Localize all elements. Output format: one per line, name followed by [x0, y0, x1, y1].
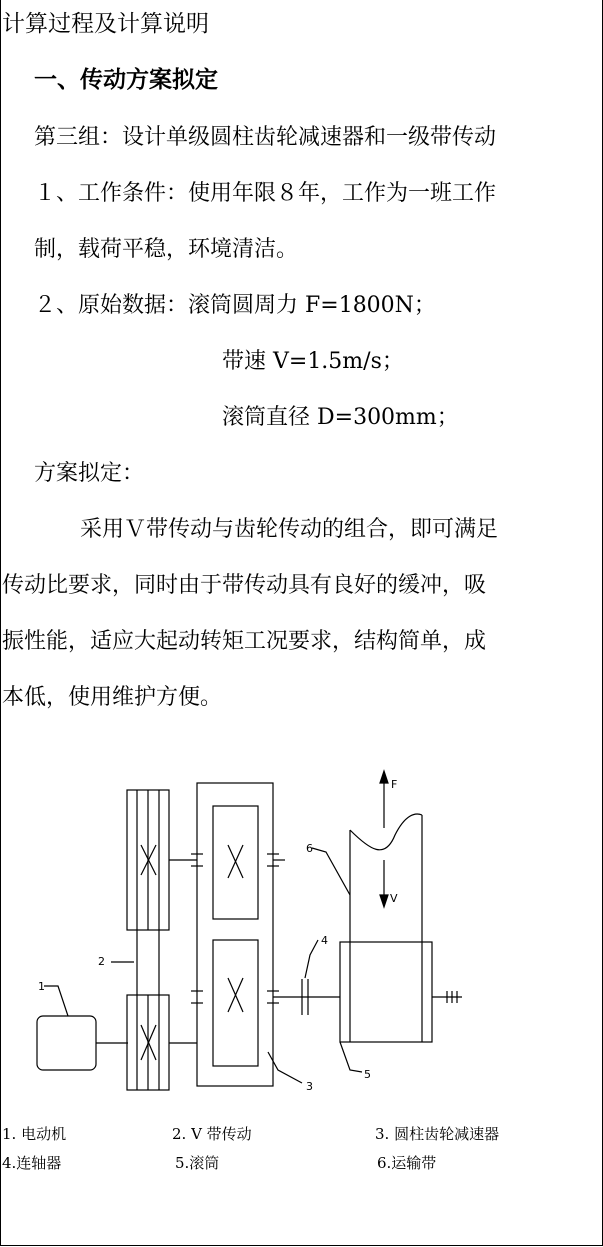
label-drum: 5	[364, 1068, 371, 1081]
work-conditions-line-1: １、工作条件：使用年限８年，工作为一班工作	[34, 181, 497, 206]
caption-4: 4.连轴器	[2, 1154, 62, 1172]
lower-gear	[213, 940, 258, 1066]
paragraph-line: 本低，使用维护方便。	[2, 685, 223, 710]
caption-6: 6.运输带	[377, 1154, 437, 1172]
caption-3: 3. 圆柱齿轮减速器	[375, 1125, 500, 1143]
label-reducer: 3	[306, 1080, 313, 1093]
label-motor: 1	[38, 980, 45, 993]
paragraph-line: 振性能，适应大起动转矩工况要求，结构简单，成	[2, 629, 487, 654]
label-conveyor-belt: 6	[306, 842, 313, 855]
section-title: 一、传动方案拟定	[34, 66, 218, 93]
scheme-heading: 方案拟定：	[34, 461, 145, 486]
paragraph-line: 采用Ｖ带传动与齿轮传动的组合，即可满足	[80, 517, 499, 542]
paragraph-line: 传动比要求，同时由于带传动具有良好的缓冲，吸	[2, 573, 487, 598]
raw-data-diameter: 滚筒直径 D=300mm；	[222, 405, 459, 430]
work-conditions-line-2: 制，载荷平稳，环境清洁。	[34, 237, 299, 262]
gearbox-housing	[197, 783, 273, 1086]
label-coupling: 4	[321, 934, 328, 947]
caption-2: 2. V 带传动	[172, 1125, 252, 1143]
raw-data-force: ２、原始数据：滚筒圆周力 F=1800N；	[34, 293, 436, 318]
drum	[340, 942, 432, 1042]
raw-data-speed: 带速 V=1.5m/s；	[222, 349, 404, 374]
group-line: 第三组：设计单级圆柱齿轮减速器和一级带传动	[34, 125, 497, 150]
caption-1: 1. 电动机	[2, 1125, 67, 1143]
label-belt-drive: 2	[98, 955, 105, 968]
label-force: F	[391, 778, 398, 791]
label-speed: V	[390, 892, 398, 905]
motor-body	[37, 1016, 96, 1070]
caption-5: 5.滚筒	[175, 1154, 220, 1172]
page-heading: 计算过程及计算说明	[2, 11, 209, 37]
